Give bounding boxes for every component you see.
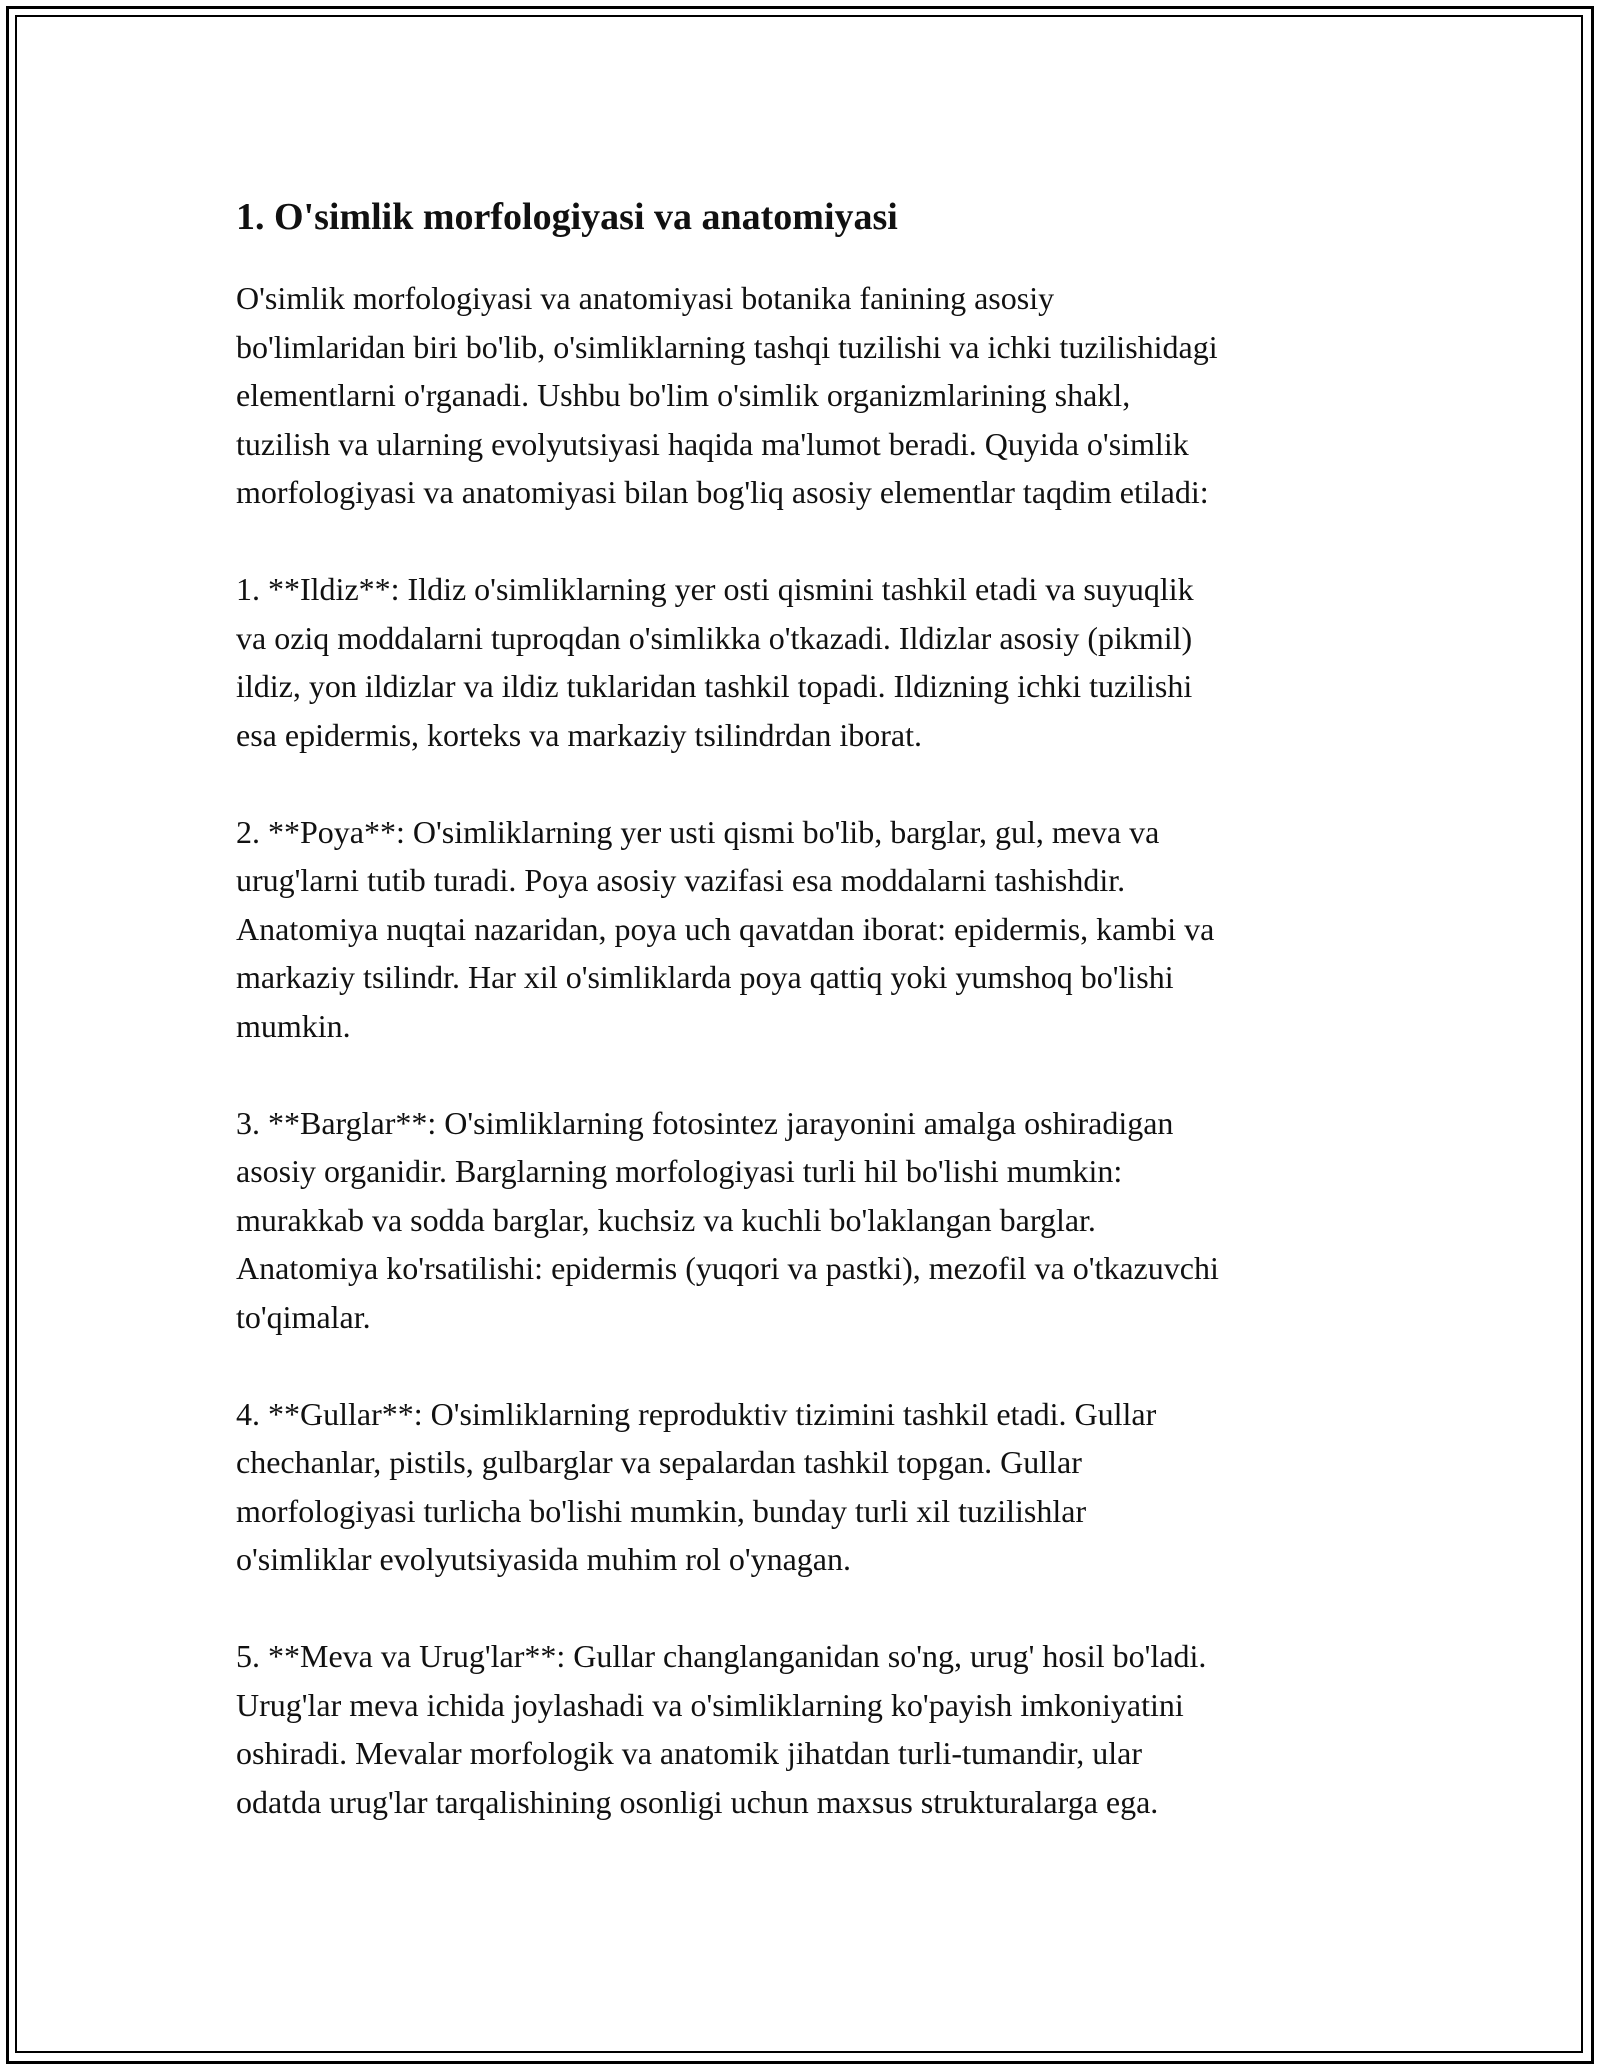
text-line: odatda urug'lar tarqalishining osonligi uchun maxsus strukturalarga ega. — [236, 1783, 1159, 1820]
list-item-meva-urug — [236, 1632, 1366, 1826]
list-item-ildiz — [236, 565, 1366, 759]
text-line: Urug'lar meva ichida joylashadi va o'simliklarning ko'payish imkoniyatini — [236, 1686, 1184, 1723]
text-line: va oziq moddalarni tuproqdan o'simlikka o'tkazadi. Ildizlar asosiy (pikmil) — [236, 619, 1193, 656]
text-line: bo'limlaridan biri bo'lib, o'simliklarning tashqi tuzilishi va ichki tuzilishidagi — [236, 328, 1218, 365]
text-line: o'simliklar evolyutsiyasida muhim rol o'ynagan. — [236, 1541, 851, 1577]
paragraph-gap — [236, 1050, 1366, 1099]
text-line: esa epidermis, korteks va markaziy tsilindrdan iborat. — [236, 716, 923, 753]
text-line: markaziy tsilindr. Har xil o'simliklarda poya qattiq yoki yumshoq bo'lishi — [236, 959, 1174, 995]
paragraph-gap — [236, 1341, 1366, 1390]
text-line: 4. **Gullar**: O'simliklarning reproduktiv tizimini tashkil etadi. Gullar — [236, 1395, 1157, 1432]
text-line: 5. **Meva va Urug'lar**: Gullar changlanganidan so'ng, urug' hosil bo'ladi. — [236, 1638, 1207, 1674]
text-line: 1. **Ildiz**: Ildiz o'simliklarning yer osti qismini tashkil etadi va suyuqlik — [236, 571, 1194, 607]
text-line: oshiradi. Mevalar morfologik va anatomik jihatdan turli-tumandir, ular — [236, 1735, 1143, 1771]
text-line: elementlarni o'rganadi. Ushbu bo'lim o'simlik organizmlarining shakl, — [236, 377, 1131, 413]
text-line: morfologiyasi va anatomiyasi bilan bog'liq asosiy elementlar taqdim etiladi: — [236, 474, 1209, 510]
text-line: Anatomiya ko'rsatilishi: epidermis (yuqori va pastki), mezofil va o'tkazuvchi — [236, 1250, 1219, 1286]
paragraph-gap — [236, 759, 1366, 808]
page-title: 1. O'simlik morfologiyasi va anatomiyasi — [236, 196, 898, 238]
list-item-gullar — [236, 1390, 1366, 1584]
text-line: chechanlar, pistils, gulbarglar va sepalardan tashkil topgan. Gullar — [236, 1444, 1082, 1480]
text-line: 3. **Barglar**: O'simliklarning fotosintez jarayonini amalga oshiradigan — [236, 1104, 1174, 1141]
text-line: O'simlik morfologiyasi va anatomiyasi botanika fanining asosiy — [236, 280, 1055, 316]
text-line: urug'larni tutib turadi. Poya asosiy vazifasi esa moddalarni tashishdir. — [236, 862, 1126, 898]
text-line: Anatomiya nuqtai nazaridan, poya uch qavatdan iborat: epidermis, kambi va — [236, 910, 1215, 947]
list-item-poya — [236, 808, 1366, 1051]
intro-paragraph — [236, 274, 1366, 517]
list-item-barglar — [236, 1099, 1366, 1342]
text-line: ildiz, yon ildizlar va ildiz tuklaridan tashkil topadi. Ildizning ichki tuzilishi — [236, 668, 1193, 704]
text-line: asosiy organidir. Barglarning morfologiyasi turli hil bo'lishi mumkin: — [236, 1153, 1123, 1189]
text-line: 2. **Poya**: O'simliklarning yer usti qismi bo'lib, barglar, gul, meva va — [236, 813, 1160, 850]
paragraph-gap — [236, 517, 1366, 566]
text-line: mumkin. — [236, 1007, 351, 1044]
text-line: tuzilish va ularning evolyutsiyasi haqida ma'lumot beradi. Quyida o'simlik — [236, 425, 1189, 462]
text-line: murakkab va sodda barglar, kuchsiz va kuchli bo'laklangan barglar. — [236, 1201, 1096, 1238]
text-line: to'qimalar. — [236, 1298, 371, 1335]
paragraph-gap — [236, 1584, 1366, 1633]
document-body — [236, 182, 1366, 1826]
text-line: morfologiyasi turlicha bo'lishi mumkin, bunday turli xil tuzilishlar — [236, 1492, 1087, 1529]
